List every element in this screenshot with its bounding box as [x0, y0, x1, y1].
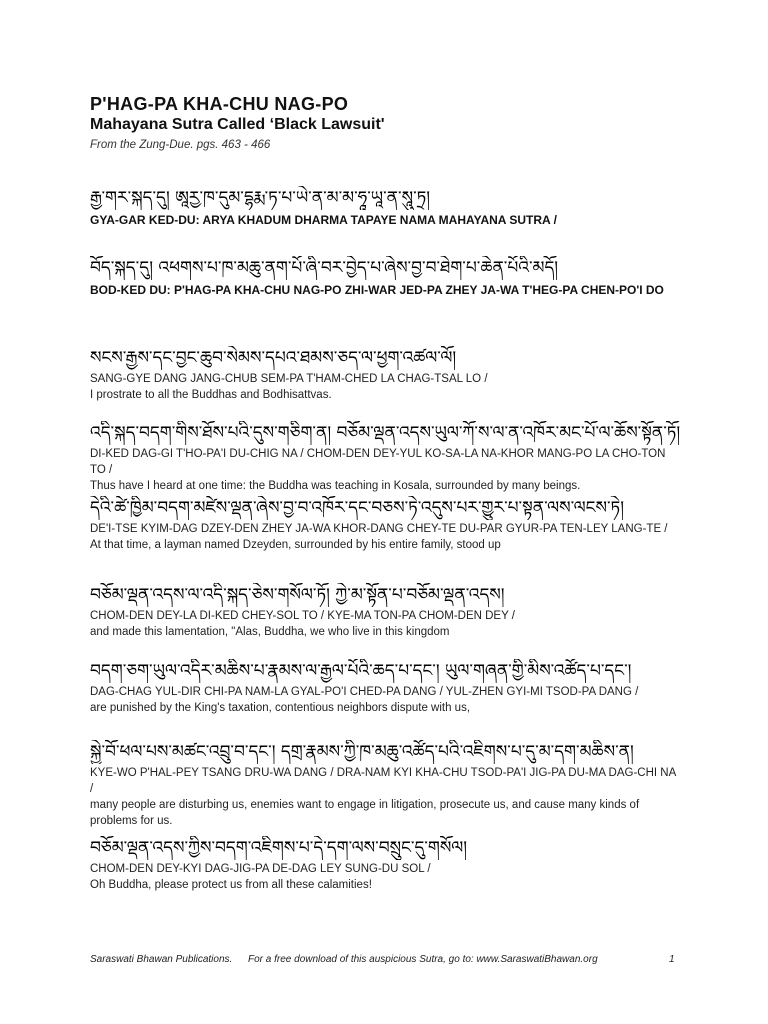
- transliteration-bold: BOD-KED DU: P'HAG-PA KHA-CHU NAG-PO ZHI-WAR JED-PA ZHEY JA-WA T'HEG-PA CHEN-PO'I DO: [90, 283, 664, 297]
- section-sanskrit-title: [90, 186, 680, 229]
- tibetan-line: སྐྱེ་བོ་ཕལ་པས་མཚང་འབྲུ་བ་དང་། དགྲ་རྣམས་ཀྱི་ཁ་མཆུ་འཚོད་པའི་འཇིགས་པ་དུ་མ་དག་མཆིས་ན།: [90, 742, 634, 762]
- tibetan-line: འདི་སྐད་བདག་གིས་ཐོས་པའི་དུས་གཅིག་ན། བཅོམ་ལྡན་འདས་ཡུལ་ཀོ་ས་ལ་ན་འཁོར་མང་པོ་ལ་ཆོས་སྟོན་ཏོ།: [90, 423, 680, 443]
- tibetan-line: དེའི་ཚེ་ཁྱིམ་བདག་མཛེས་ལྡན་ཞེས་བྱ་བ་འཁོར་དང་བཅས་ཏེ་འདུས་པར་གྱུར་པ་སྟན་ལས་ལངས་ཏེ།: [90, 498, 624, 518]
- tibetan-line: བཅོམ་ལྡན་འདས་ལ་འདི་སྐད་ཅེས་གསོལ་ཏོ། ཀྱེ་མ་སྟོན་པ་བཅོམ་ལྡན་འདས།: [90, 585, 505, 605]
- transliteration: DAG-CHAG YUL-DIR CHI-PA NAM-LA GYAL-PO'I CHED-PA DANG / YUL-ZHEN GYI-MI TSOD-PA DANG /: [90, 686, 639, 698]
- tibetan-line: བདག་ཅག་ཡུལ་འདིར་མཆིས་པ་རྣམས་ལ་རྒྱལ་པོའི་ཆད་པ་དང་། ཡུལ་གཞན་གྱི་མིས་འཚོད་པ་དང་།: [90, 661, 632, 681]
- source-note: From the Zung-Due. pgs. 463 - 466: [90, 139, 271, 151]
- transliteration: SANG-GYE DANG JANG-CHUB SEM-PA T'HAM-CHED LA CHAG-TSAL LO /: [90, 373, 488, 385]
- english-translation: At that time, a layman named Dzeyden, surrounded by his entire family, stood up: [90, 539, 501, 551]
- footer-publisher: Saraswati Bhawan Publications.: [90, 954, 233, 965]
- footer-download-note: For a free download of this auspicious Sutra, go to: www.SaraswatiBhawan.org: [248, 954, 598, 965]
- verse-protect: [90, 836, 680, 893]
- english-translation: are punished by the King's taxation, contentious neighbors dispute with us,: [90, 702, 471, 714]
- verse-layman: [90, 496, 680, 553]
- verse-prostration: [90, 346, 680, 403]
- transliteration-bold: GYA-GAR KED-DU: ARYA KHADUM DHARMA TAPAYE NAMA MAHAYANA SUTRA /: [90, 213, 557, 227]
- english-translation: Oh Buddha, please protect us from all these calamities!: [90, 879, 372, 891]
- english-translation: Thus have I heard at one time: the Buddha was teaching in Kosala, surrounded by many beings.: [90, 480, 581, 492]
- transliteration: CHOM-DEN DEY-KYI DAG-JIG-PA DE-DAG LEY SUNG-DU SOL /: [90, 863, 431, 875]
- page-title: P'HAG-PA KHA-CHU NAG-PO: [90, 94, 349, 114]
- verse-lamentation: [90, 583, 680, 640]
- transliteration: CHOM-DEN DEY-LA DI-KED CHEY-SOL TO / KYE-MA TON-PA CHOM-DEN DEY /: [90, 610, 515, 622]
- section-tibetan-title: [90, 256, 680, 299]
- tibetan-line: བོད་སྐད་དུ། འཕགས་པ་ཁ་མཆུ་ནག་པོ་ཞི་བར་བྱེད་པ་ཞེས་བྱ་བ་ཐེག་པ་ཆེན་པོའི་མདོ།: [90, 258, 559, 278]
- english-translation: and made this lamentation, "Alas, Buddha, we who live in this kingdom: [90, 626, 450, 638]
- transliteration: DE'I-TSE KYIM-DAG DZEY-DEN ZHEY JA-WA KHOR-DANG CHEY-TE DU-PAR GYUR-PA TEN-LEY LANG-TE /: [90, 523, 668, 535]
- english-translation: many people are disturbing us, enemies want to engage in litigation, prosecute us, and cause many kinds of problems for us.: [90, 799, 640, 827]
- english-translation: I prostrate to all the Buddhas and Bodhisattvas.: [90, 389, 332, 401]
- tibetan-line: བཅོམ་ལྡན་འདས་ཀྱིས་བདག་འཇིགས་པ་དེ་དག་ལས་བསྲུང་དུ་གསོལ།: [90, 838, 468, 858]
- verse-enemies: [90, 740, 680, 829]
- transliteration: DI-KED DAG-GI T'HO-PA'I DU-CHIG NA / CHOM-DEN DEY-YUL KO-SA-LA NA-KHOR MANG-PO LA CHO-TON TO /: [90, 448, 666, 476]
- sutra-page: [90, 0, 680, 1024]
- tibetan-line: སངས་རྒྱས་དང་བྱང་ཆུབ་སེམས་དཔའ་ཐམས་ཅད་ལ་ཕྱག་འཚལ་ལོ།: [90, 348, 457, 368]
- footer-page-number: 1: [669, 954, 675, 965]
- tibetan-line: རྒྱ་གར་སྐད་དུ། ཨཱརྱ་ཁ་དུམ་དྷརྨ་ཏ་པ་ཡེ་ན་མ་མ་ཧཱ་ཡཱ་ན་སཱུ་ཏྲ།: [90, 188, 431, 208]
- verse-thus-heard: [90, 421, 680, 494]
- verse-punished: [90, 659, 680, 716]
- transliteration: KYE-WO P'HAL-PEY TSANG DRU-WA DANG / DRA-NAM KYI KHA-CHU TSOD-PA'I JIG-PA DU-MA DAG-CHI NA /: [90, 767, 676, 795]
- page-subtitle: Mahayana Sutra Called ‘Black Lawsuit': [90, 116, 385, 133]
